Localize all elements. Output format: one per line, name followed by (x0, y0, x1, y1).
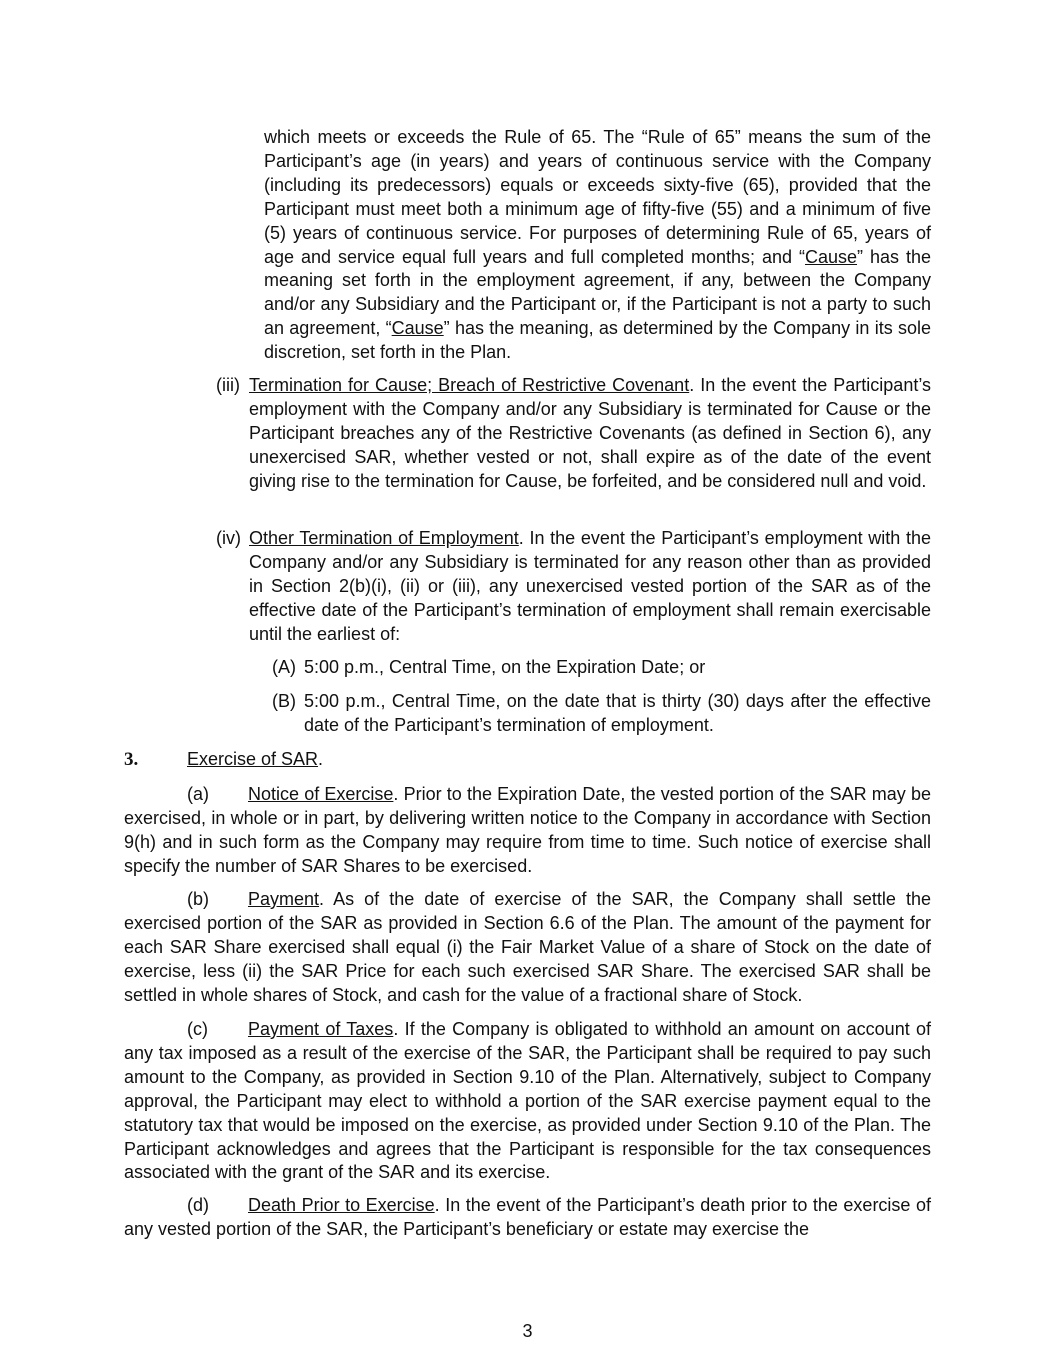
item-iv-paragraph (249, 527, 931, 647)
section-3-heading-line (187, 748, 687, 772)
item-iv-label: (iv) (216, 528, 241, 548)
para-b (124, 888, 931, 1008)
para-c (124, 1018, 931, 1185)
item-iii-label: (iii) (216, 375, 240, 395)
item-iii-heading: Termination for Cause; Breach of Restrictive Covenant (249, 375, 690, 395)
item-a-body: 5:00 p.m., Central Time, on the Expiration Date; or (304, 657, 706, 677)
para-c-body: . If the Company is obligated to withhold an amount on account of any tax imposed as a result of the exercise of the SAR, the Participant shall be required to pay such amount to the Company, as provided in Section 9.10 of the Plan. Alternatively, subject to Company approval, the Participant may elect to withhold a portion of the SAR exercise payment equal to the statutory tax that would be imposed on the exercise, as provided under Section 9.10 of the Plan. The Participant acknowledges and agrees that the Participant is responsible for the tax consequences associated with the grant of the SAR and its exercise. (124, 1019, 931, 1183)
para-c-label: (c) (187, 1019, 208, 1039)
item-iii-paragraph (249, 374, 931, 494)
item-b-paragraph (304, 690, 931, 738)
cause-term-1: Cause (804, 246, 858, 267)
item-iv-body: . In the event the Participant’s employment with the Company and/or any Subsidiary is terminated for any reason other than as provided in Section 2(b)(i), (ii) or (iii), any unexercised vested portion of the SAR as of the effective date of the Participant’s termination of employment shall remain exercisable until the earliest of: (249, 528, 931, 644)
continuation-text-2: ” has the meaning set forth in the employment agreement, if any, between the Company and/or any Subsidiary and the Participant or, if the Participant is not a party to such an agreement, “ (264, 246, 931, 339)
item-b-label: (B) (272, 691, 296, 711)
item-a-label: (A) (272, 657, 296, 677)
cause-term-2: Cause (391, 318, 444, 339)
continuation-text: which meets or exceeds the Rule of 65. The “Rule of 65” means the sum of the Participant’s age (in years) and years of continuous service with the Company (including its predecessors) equals or exceeds sixty-five (65), provided that the Participant must meet both a minimum age of fifty-five (55) and a minimum of five (5) years of continuous service. For purposes of determining Rule of 65, years of age and service equal full years and full completed months; and “ (264, 127, 931, 267)
item-a-paragraph (304, 656, 931, 680)
page-number: 3 (522, 1321, 533, 1341)
para-d-heading: Death Prior to Exercise (248, 1195, 435, 1215)
section-3-number: 3. (124, 749, 139, 770)
para-c-heading: Payment of Taxes (248, 1019, 394, 1039)
continuation-paragraph (264, 126, 931, 365)
section-3-heading: Exercise of SAR (187, 749, 319, 769)
item-b-body: 5:00 p.m., Central Time, on the date that is thirty (30) days after the effective date of the Participant’s termination of employment. (304, 691, 931, 735)
para-b-body: . As of the date of exercise of the SAR, the Company shall settle the exercised portion of the SAR as provided in Section 6.6 of the Plan. The amount of the payment for each SAR Share exercised shall equal (i) the Fair Market Value of a share of Stock on the date of exercise, less (ii) the SAR Price for each such exercised SAR Share. The exercised SAR shall be settled in whole shares of Stock, and cash for the value of a fractional share of Stock. (124, 889, 931, 1005)
item-iii-body: . In the event the Participant’s employment with the Company and/or any Subsidiary is terminated for Cause or the Participant breaches any of the Restrictive Covenants (as defined in Section 6), any unexercised SAR, whether vested or not, shall expire as of the date of the event giving rise to the termination for Cause, be forfeited, and be considered null and void. (249, 375, 932, 491)
para-d-label: (d) (187, 1195, 209, 1215)
para-a-label: (a) (187, 784, 209, 804)
section-3-period: . (318, 749, 324, 769)
para-a-heading: Notice of Exercise (248, 784, 394, 804)
para-b-heading: Payment (248, 889, 320, 909)
para-b-label: (b) (187, 889, 209, 909)
para-d (124, 1194, 931, 1242)
para-d-body: . In the event of the Participant’s death prior to the exercise of any vested portion of the SAR, the Participant’s beneficiary or estate may exercise the (124, 1195, 931, 1239)
para-a (124, 783, 931, 879)
para-a-body: . Prior to the Expiration Date, the vested portion of the SAR may be exercised, in whole or in part, by delivering written notice to the Company in accordance with Section 9(h) and in such form as the Company may require from time to time. Such notice of exercise shall specify the number of SAR Shares to be exercised. (124, 784, 932, 876)
item-iv-heading: Other Termination of Employment (249, 528, 519, 548)
continuation-text-3: ” has the meaning, as determined by the Company in its sole discretion, set forth in the Plan. (264, 318, 931, 363)
